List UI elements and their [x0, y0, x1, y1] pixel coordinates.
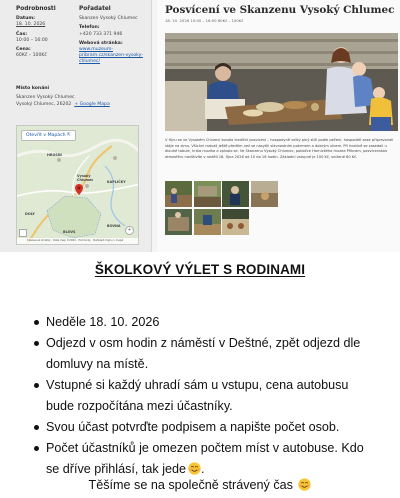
list-item: Počet účastníků je omezen počtem míst v autobuse. Kdo se dříve přihlásí, tak jede . [34, 438, 379, 480]
list-item [34, 417, 379, 438]
date-value: 18. 10. 2026 [16, 22, 46, 28]
closing-line [0, 478, 400, 492]
gallery-photo[interactable] [194, 181, 221, 207]
capacity-item: Počet účastníků je omezen počtem míst v autobuse. Kdo se dříve přihlásí, tak jede [46, 441, 364, 476]
map-label: HROSIN [47, 153, 62, 157]
article-text: V říjnu se ve Vysokém Chlumci konalo tradiční posvícení – hospodyně velký plný stůl podle pečení, hospodáři zase připravovali stáje na zimu. Všichni mávali ještě předtím než se nasytili slavnostním pokrmem a dobrým vínem. Při hostině se zasedali u dlouhé tabule, hrála muzika a zpívalo se. Ve Skanzenu Vysoký Chlumec, pobočce Hornického muzea Příbram, posvícenskou atmosféru navštívíte v neděli 18. října 2026 od 10 do 16 hodin. Základní vstupné je 100 Kč, snížené 60 Kč. [165, 138, 394, 159]
flyer-title: ŠKOLKOVÝ VÝLET S RODINAMI [94, 262, 306, 277]
gallery-photo[interactable] [222, 209, 249, 235]
event-article [157, 0, 400, 252]
article-title: Posvícení ve Skanzenu Vysoký Chlumec [165, 4, 395, 16]
time-label: Čas: [16, 31, 28, 37]
gallery-photo[interactable] [251, 181, 278, 207]
map-label: BOVNA [107, 224, 121, 228]
harvest-feast-photo [165, 33, 398, 131]
time-value: 10:00 – 16:00 [16, 37, 48, 43]
closing-text: Těšíme se na společně strávený čas [88, 478, 293, 492]
trip-info-list [34, 312, 379, 480]
article-meta: 18. 10. 2026 10:00 – 16:00 60Kč – 100Kč [165, 18, 244, 23]
price-label: Cena: [16, 47, 31, 53]
venue-section [16, 86, 148, 108]
venue-name: Skanzen Vysoký Chlumec [16, 95, 75, 101]
venue-heading: Místo konání [16, 86, 50, 91]
map-label: DOLY [25, 212, 35, 216]
phone-label: Telefon: [79, 25, 100, 31]
phone-value: +420 733 371 946 [79, 31, 123, 37]
event-details-panel [0, 0, 152, 252]
map-thumbnail[interactable] [19, 229, 27, 237]
organizer-column [79, 6, 149, 66]
map-footer: Klávesové zkratky · Data map ©2024 · Podmínky · Nahlásit chybu v mapě [17, 238, 138, 244]
smiling-face-icon [298, 478, 311, 491]
open-in-maps-button[interactable] [21, 130, 76, 141]
payment-item: Vstupné si každý uhradí sám u vstupu, cena autobusu bude rozpočítána mezi účastníky. [46, 378, 349, 413]
map-label-town: Vysoký Chlumec [77, 174, 94, 182]
map-pin-icon [75, 184, 83, 195]
gallery-photo[interactable] [222, 181, 249, 207]
external-link-icon: ⇱ [66, 133, 71, 138]
list-item [34, 312, 379, 333]
location-map[interactable] [16, 125, 139, 245]
date-label: Datum: [16, 16, 36, 22]
date-item: Neděle 18. 10. 2026 [46, 315, 160, 329]
map-zoom-control[interactable]: + [125, 226, 134, 235]
gallery-photo[interactable] [165, 181, 192, 207]
departure-item: Odjezd v osm hodin z náměstí v Deštné, zpět odjezd dle domluvy na místě. [46, 336, 361, 371]
smiling-face-icon [188, 462, 201, 475]
web-link[interactable]: www.muzeum-pribram.cz/skanzen-vysoky-chlumec/ [79, 47, 143, 65]
map-label: KAPLIČKY [107, 180, 126, 184]
price-value: 60Kč – 100Kč [16, 53, 47, 59]
list-item [34, 333, 379, 375]
web-label: Webová stránka: [79, 40, 123, 46]
organizer-heading: Pořadatel [79, 6, 111, 12]
details-column [16, 6, 86, 59]
google-maps-link[interactable]: + Google Mapa [74, 101, 110, 107]
photo-gallery [165, 181, 277, 235]
organizer-name: Skanzen Vysoký Chlumec [79, 16, 138, 22]
hero-photo [165, 33, 398, 131]
venue-address: Vysoký Chlumec, 26202 [16, 101, 72, 107]
signup-item: Svou účast potvrďte podpisem a napište počet osob. [46, 420, 340, 434]
gallery-photo[interactable] [165, 209, 192, 235]
details-heading: Podrobnosti [16, 6, 56, 12]
map-label: BLOVS [63, 230, 76, 234]
list-item [34, 375, 379, 417]
open-in-maps-label: Otevřít v Mapách [26, 133, 66, 138]
gallery-photo[interactable] [194, 209, 221, 235]
